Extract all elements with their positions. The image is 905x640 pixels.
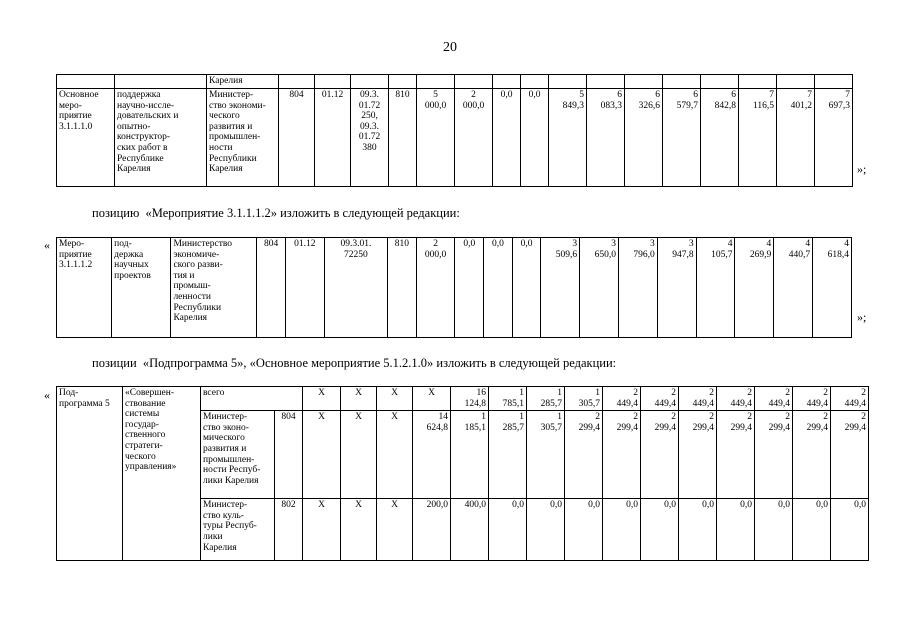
instruction-paragraph: позицию «Мероприятие 3.1.1.1.2» изложить в следующей редакции:: [92, 206, 460, 220]
table-cell: 2 299,4: [565, 411, 603, 499]
table-cell: 6 579,7: [663, 89, 701, 187]
table-cell: 2 299,4: [717, 411, 755, 499]
table-cell: 0,0: [793, 499, 831, 561]
table-cell: [777, 75, 815, 89]
table-cell: 0,0: [527, 499, 565, 561]
table-cell: 09.3. 01.72 250, 09.3. 01.72 380: [351, 89, 389, 187]
table-cell: Основное меро- приятие 3.1.1.1.0: [57, 89, 115, 187]
table-cell: 01.12: [285, 238, 324, 338]
table-cell: 5 000,0: [417, 89, 455, 187]
table-row: [57, 75, 853, 89]
table-measure-3-1-1-1-0: [56, 74, 853, 187]
table-cell: X: [413, 387, 451, 411]
table-cell: [815, 75, 853, 89]
table-cell: X: [377, 387, 413, 411]
table-cell: 0,0: [489, 499, 527, 561]
table-cell: 6 326,6: [625, 89, 663, 187]
page-number: 20: [443, 40, 457, 55]
table-cell: 6 842,8: [701, 89, 739, 187]
table-cell: [315, 75, 351, 89]
table-cell: X: [303, 499, 341, 561]
table-cell: 804: [257, 238, 286, 338]
table-cell: 0,0: [679, 499, 717, 561]
table-cell: 2 299,4: [793, 411, 831, 499]
table-cell: 804: [279, 89, 315, 187]
table-cell: 7 697,3: [815, 89, 853, 187]
table-cell: X: [303, 387, 341, 411]
table-cell: 1 305,7: [565, 387, 603, 411]
table-cell: X: [377, 411, 413, 499]
table-cell: 2 449,4: [679, 387, 717, 411]
table-cell: 400,0: [451, 499, 489, 561]
table-cell: 4 618,4: [813, 238, 852, 338]
table-cell: 16 124,8: [451, 387, 489, 411]
table-cell: 3 947,8: [657, 238, 696, 338]
table-cell: [739, 75, 777, 89]
table-cell: [279, 75, 315, 89]
table-cell: Меро- приятие 3.1.1.1.2: [57, 238, 112, 338]
table-cell: 200,0: [413, 499, 451, 561]
table-cell: 7 401,2: [777, 89, 815, 187]
table-cell: 810: [388, 238, 417, 338]
table-cell: [455, 75, 493, 89]
table-cell: 3 796,0: [618, 238, 657, 338]
table-cell: 2 000,0: [455, 89, 493, 187]
table-cell: [521, 75, 549, 89]
table-cell: [389, 75, 417, 89]
table-cell: 3 650,0: [580, 238, 619, 338]
table-cell: 0,0: [565, 499, 603, 561]
table-cell: 2 299,4: [679, 411, 717, 499]
table-cell: 2 449,4: [755, 387, 793, 411]
table-cell: 0,0: [493, 89, 521, 187]
table-cell: 1 285,7: [489, 411, 527, 499]
table-cell: 0,0: [717, 499, 755, 561]
table-cell: 2 449,4: [793, 387, 831, 411]
table-cell: [701, 75, 739, 89]
table-cell: 0,0: [455, 238, 484, 338]
table-cell: 14 624,8: [413, 411, 451, 499]
closing-quote: »;: [857, 162, 867, 176]
table-cell: 5 849,3: [549, 89, 587, 187]
table-cell: [549, 75, 587, 89]
table-cell: X: [341, 387, 377, 411]
table-row: [57, 238, 852, 338]
table-cell: [417, 75, 455, 89]
table-cell: всего: [201, 387, 303, 411]
table-measure-3-1-1-1-2: [56, 237, 852, 338]
table-cell: [57, 75, 115, 89]
table-cell: 0,0: [641, 499, 679, 561]
table-cell: X: [303, 411, 341, 499]
table-cell: 1 785,1: [489, 387, 527, 411]
table-cell: 01.12: [315, 89, 351, 187]
table-cell: [115, 75, 207, 89]
table-cell: Министер- ство экономи- ческого развития и промышлен- ности Республики Карелия: [207, 89, 279, 187]
table-cell: 0,0: [512, 238, 541, 338]
table-cell: 4 440,7: [774, 238, 813, 338]
table-cell: [493, 75, 521, 89]
table-cell: X: [341, 499, 377, 561]
table-cell: 09.3.01. 72250: [324, 238, 387, 338]
table-cell: 804: [275, 411, 303, 499]
table-cell: 2 299,4: [831, 411, 869, 499]
table-cell: 0,0: [831, 499, 869, 561]
table-row: [57, 89, 853, 187]
opening-quote: «: [44, 388, 50, 402]
table-cell: Карелия: [207, 75, 279, 89]
table-cell: 2 449,4: [831, 387, 869, 411]
closing-quote: »;: [857, 310, 867, 324]
table-cell: 2 299,4: [641, 411, 679, 499]
instruction-paragraph: позиции «Подпрограмма 5», «Основное мероприятие 5.1.2.1.0» изложить в следующей редакции:: [92, 356, 617, 370]
table-cell: X: [341, 411, 377, 499]
table-cell: 1 305,7: [527, 411, 565, 499]
table-cell: «Совершен- ствование системы государ- ственного стратеги- ческого управления»: [123, 387, 201, 561]
table-cell: 2 299,4: [603, 411, 641, 499]
table-cell: [351, 75, 389, 89]
table-cell: 0,0: [755, 499, 793, 561]
table-cell: 1 185,1: [451, 411, 489, 499]
table-cell: 3 509,6: [541, 238, 580, 338]
table-subprogram-5: [56, 386, 869, 561]
table-cell: 1 285,7: [527, 387, 565, 411]
table-cell: [587, 75, 625, 89]
table-row: [57, 387, 869, 411]
table-cell: 2 449,4: [717, 387, 755, 411]
table-cell: Министер- ство куль- туры Респуб- лики Карелия: [201, 499, 275, 561]
table-cell: 2 299,4: [755, 411, 793, 499]
table-cell: 2 449,4: [641, 387, 679, 411]
table-cell: X: [377, 499, 413, 561]
table-cell: [625, 75, 663, 89]
table-cell: Министерство экономиче- ского разви- тия и промыш- ленности Республики Карелия: [171, 238, 257, 338]
table-cell: 0,0: [484, 238, 513, 338]
table-cell: 802: [275, 499, 303, 561]
table-cell: 2 000,0: [416, 238, 455, 338]
table-cell: 7 116,5: [739, 89, 777, 187]
table-cell: 0,0: [521, 89, 549, 187]
table-cell: 810: [389, 89, 417, 187]
table-cell: 4 269,9: [735, 238, 774, 338]
table-cell: поддержка научно-иссле- довательских и опытно- конструктор- ских работ в Республике Карелия: [115, 89, 207, 187]
table-cell: 6 083,3: [587, 89, 625, 187]
table-cell: Министер- ство эконо- мического развития и промышлен- ности Респуб- лики Карелия: [201, 411, 275, 499]
table-cell: 2 449,4: [603, 387, 641, 411]
table-cell: [663, 75, 701, 89]
table-cell: 0,0: [603, 499, 641, 561]
table-cell: Под- программа 5: [57, 387, 123, 561]
table-cell: под- держка научных проектов: [112, 238, 171, 338]
opening-quote: «: [44, 238, 50, 252]
table-cell: 4 105,7: [696, 238, 735, 338]
